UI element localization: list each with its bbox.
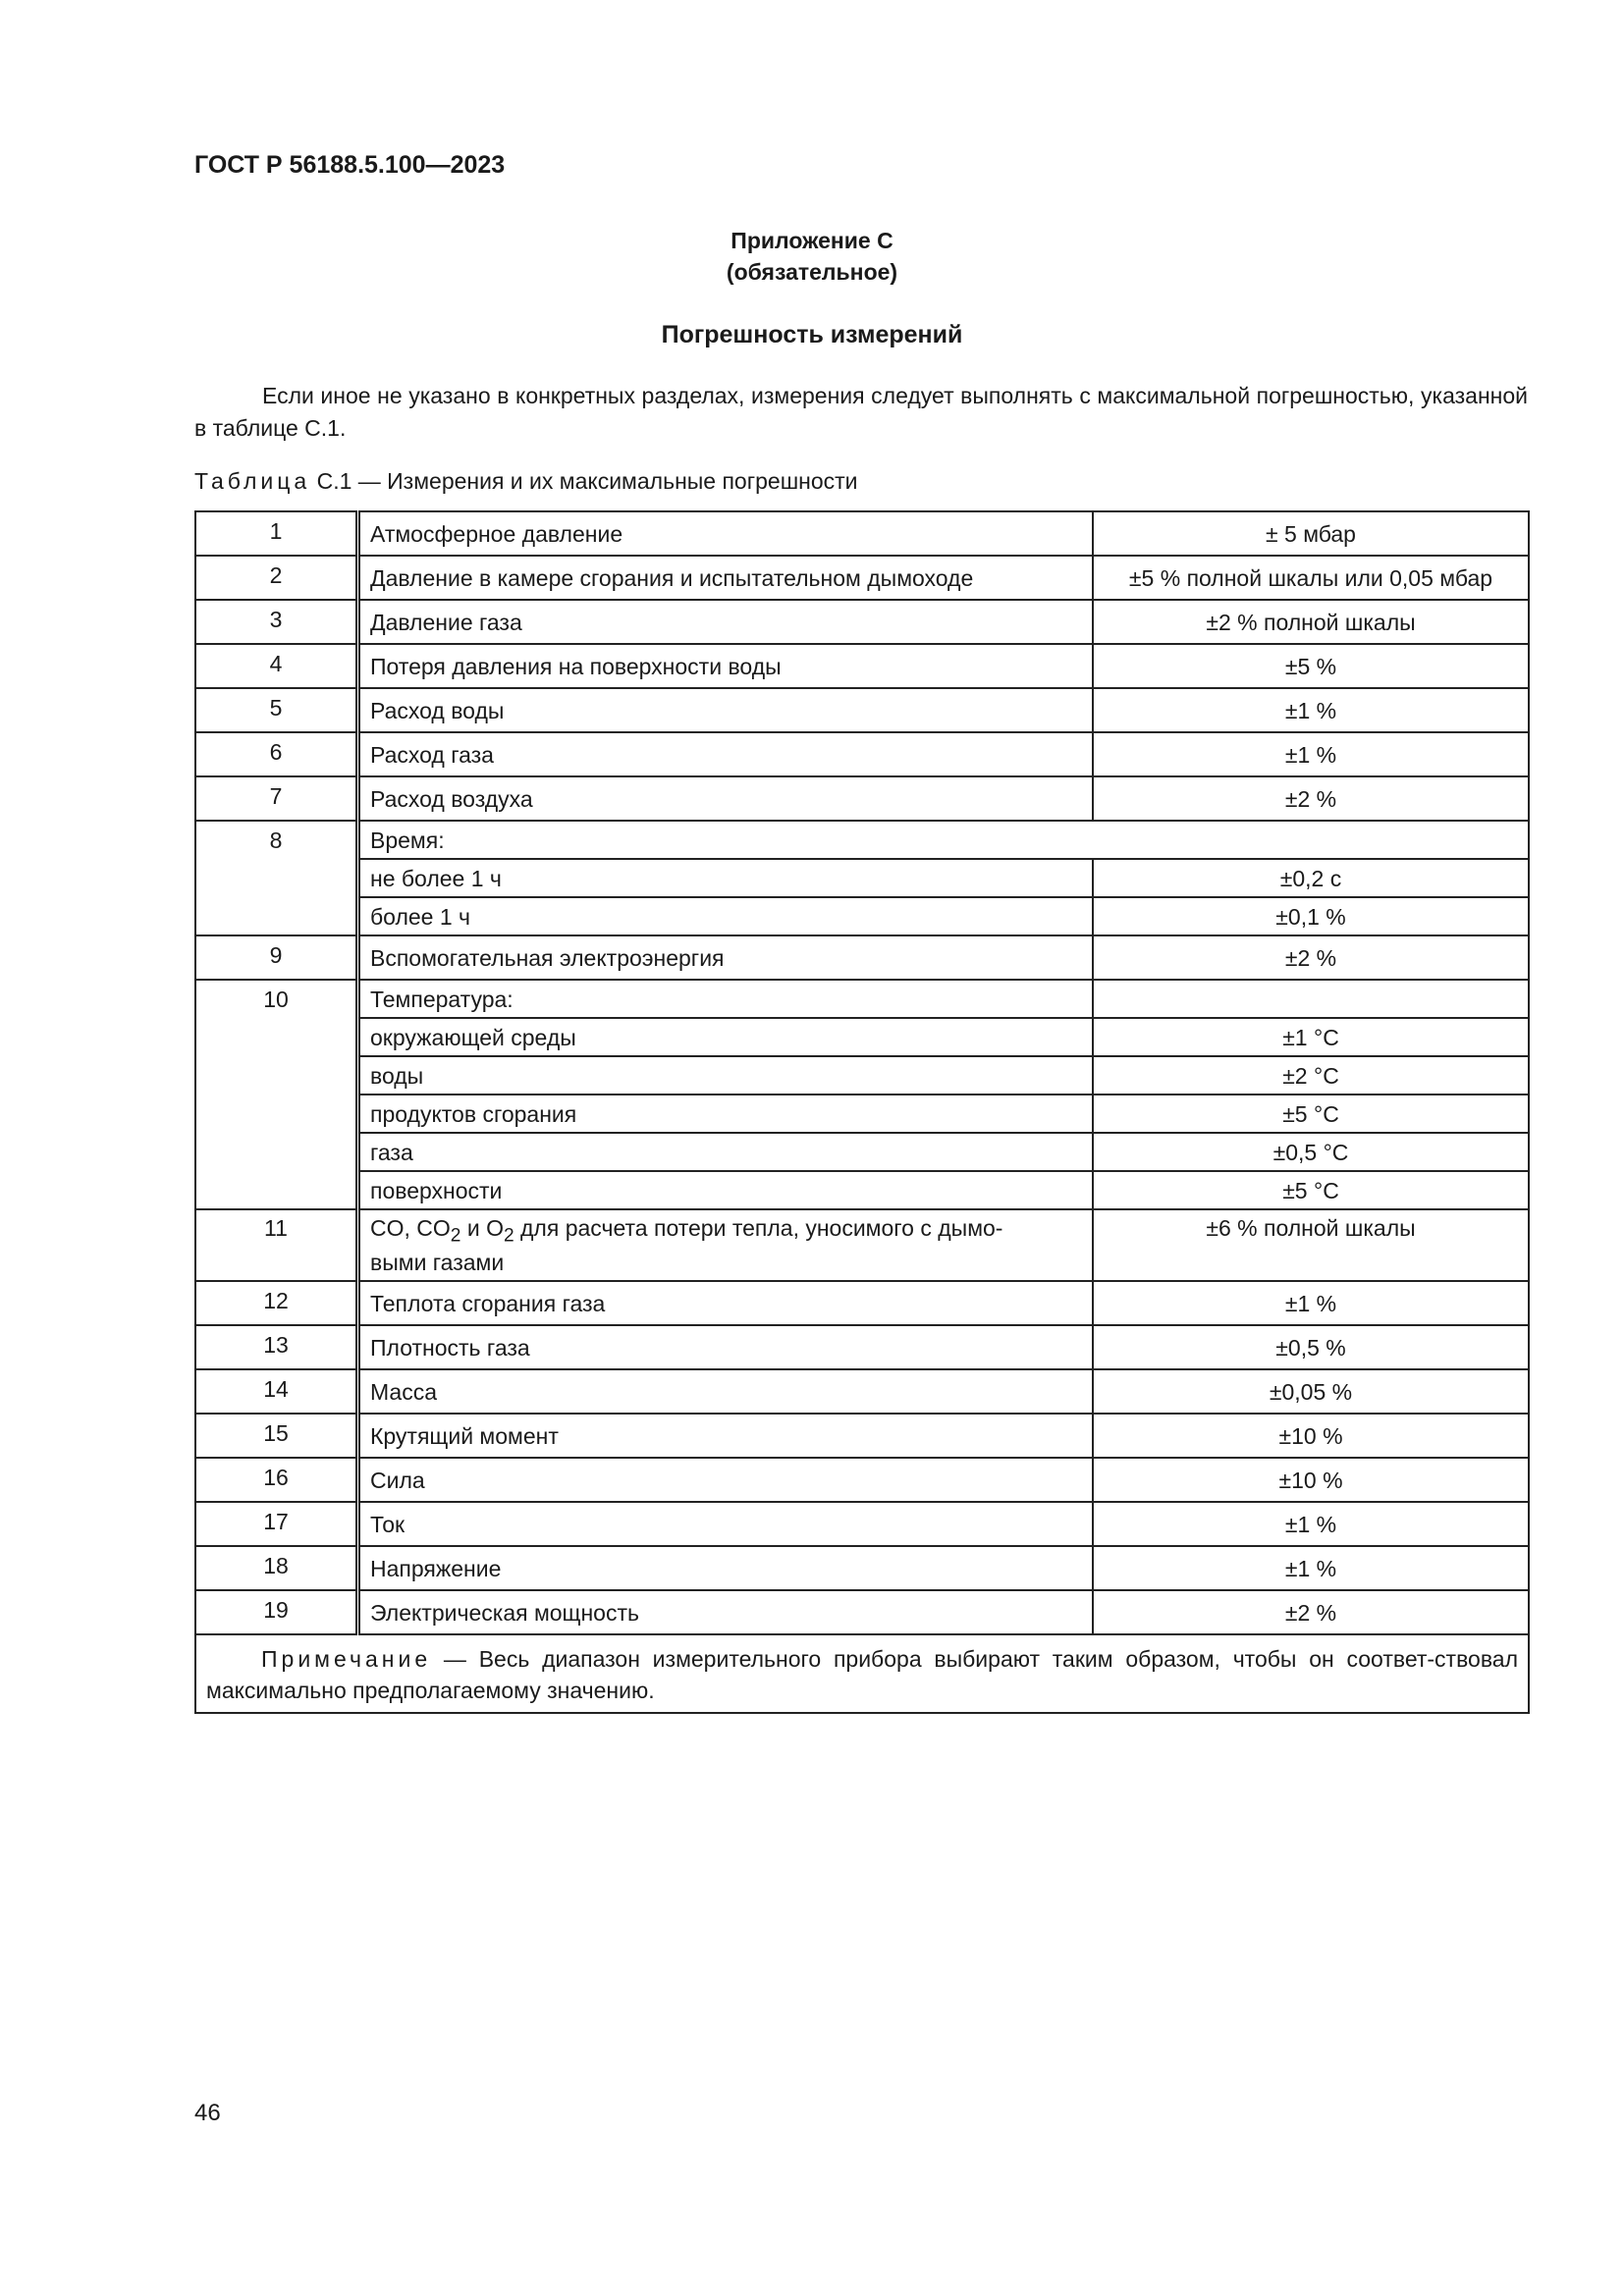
row-parameter: Теплота сгорания газа (358, 1281, 1094, 1325)
table-row (195, 1502, 1529, 1546)
row-parameter: Напряжение (358, 1546, 1094, 1590)
table-row (195, 859, 1529, 897)
row-tolerance: ±1 °C (1093, 1018, 1529, 1056)
row-number: 6 (195, 732, 358, 776)
row-parameter: продуктов сгорания (358, 1095, 1094, 1133)
page-number: 46 (194, 2100, 221, 2126)
table-row (195, 1209, 1529, 1281)
table-row (195, 1325, 1529, 1369)
row-parameter: окружающей среды (358, 1018, 1094, 1056)
row-parameter: CO, $CO_2$ и $O_2$ для расчета потери тепла, уносимого с дымо- выми газами (358, 1209, 1094, 1281)
row-parameter: Расход воздуха (358, 776, 1094, 821)
table-row (195, 556, 1529, 600)
table-row (195, 1056, 1529, 1095)
row-number: 14 (195, 1369, 358, 1414)
note-label: Примечание (261, 1646, 432, 1672)
row-tolerance: ±0,5 °C (1093, 1133, 1529, 1171)
row-number: 13 (195, 1325, 358, 1369)
row-tolerance: ±1 % (1093, 732, 1529, 776)
appendix-status: (обязательное) (726, 259, 898, 285)
row-value-empty (1093, 980, 1529, 1018)
row-tolerance: ±2 % (1093, 1590, 1529, 1634)
row-tolerance: ±1 % (1093, 1546, 1529, 1590)
row-group-heading: Температура: (358, 980, 1094, 1018)
row-tolerance: ± 5 мбар (1093, 511, 1529, 556)
row-parameter: Давление газа (358, 600, 1094, 644)
row-tolerance: ±5 °C (1093, 1171, 1529, 1209)
row-tolerance: ±0,2 с (1093, 859, 1529, 897)
row-tolerance: ±1 % (1093, 1281, 1529, 1325)
row-tolerance: ±0,5 % (1093, 1325, 1529, 1369)
row-number: 16 (195, 1458, 358, 1502)
table-caption-text: С.1 — Измерения и их максимальные погрешности (316, 468, 858, 494)
row-parameter: Атмосферное давление (358, 511, 1094, 556)
row-tolerance: ±5 % полной шкалы или 0,05 мбар (1093, 556, 1529, 600)
row-number: 7 (195, 776, 358, 821)
section-title: Погрешность измерений (661, 321, 963, 348)
table-row (195, 1414, 1529, 1458)
row-parameter: Вспомогательная электроэнергия (358, 935, 1094, 980)
table-row (195, 1018, 1529, 1056)
row-number: 1 (195, 511, 358, 556)
table-row (195, 1171, 1529, 1209)
document-code: ГОСТ Р 56188.5.100—2023 (194, 151, 506, 179)
row-number: 18 (195, 1546, 358, 1590)
row-tolerance: ±10 % (1093, 1458, 1529, 1502)
row-tolerance: ±1 % (1093, 1502, 1529, 1546)
table-row (195, 1133, 1529, 1171)
row-number: 3 (195, 600, 358, 644)
row-number: 8 (195, 821, 358, 935)
row-parameter: Крутящий момент (358, 1414, 1094, 1458)
table-row (195, 1281, 1529, 1325)
row-number: 17 (195, 1502, 358, 1546)
table-row (195, 1458, 1529, 1502)
appendix-title: Приложение С (731, 228, 893, 253)
row-parameter: Расход газа (358, 732, 1094, 776)
row-number: 10 (195, 980, 358, 1209)
row-parameter: не более 1 ч (358, 859, 1094, 897)
row-tolerance: ±2 °C (1093, 1056, 1529, 1095)
row-parameter: Расход воды (358, 688, 1094, 732)
row-number: 15 (195, 1414, 358, 1458)
row-tolerance: ±2 % (1093, 776, 1529, 821)
row-number: 19 (195, 1590, 358, 1634)
row-tolerance: ±2 % (1093, 935, 1529, 980)
table-row (195, 776, 1529, 821)
intro-paragraph: Если иное не указано в конкретных разделах, измерения следует выполнять с максимальной погрешностью, указанной в таблице С.1. (194, 383, 1528, 441)
row-tolerance: ±5 % (1093, 644, 1529, 688)
table-row (195, 600, 1529, 644)
row-parameter: Ток (358, 1502, 1094, 1546)
row-number: 11 (195, 1209, 358, 1281)
row-tolerance: ±2 % полной шкалы (1093, 600, 1529, 644)
table-row (195, 935, 1529, 980)
row-parameter: Давление в камере сгорания и испытательном дымоходе (358, 556, 1094, 600)
table-row (195, 980, 1529, 1018)
row-parameter: воды (358, 1056, 1094, 1095)
row-tolerance: ±5 °C (1093, 1095, 1529, 1133)
row-number: 9 (195, 935, 358, 980)
row-tolerance: ±6 % полной шкалы (1093, 1209, 1529, 1281)
row-tolerance: ±0,1 % (1093, 897, 1529, 935)
row-parameter: поверхности (358, 1171, 1094, 1209)
table-note (195, 1634, 1529, 1713)
row-number: 2 (195, 556, 358, 600)
table-row (195, 897, 1529, 935)
table-row (195, 644, 1529, 688)
row-parameter: газа (358, 1133, 1094, 1171)
row-parameter: Электрическая мощность (358, 1590, 1094, 1634)
row-parameter: более 1 ч (358, 897, 1094, 935)
table-row (195, 1590, 1529, 1634)
measurement-table (194, 510, 1530, 1714)
table-row (195, 1095, 1529, 1133)
table-row (195, 688, 1529, 732)
table-row (195, 1546, 1529, 1590)
table-note-row (195, 1634, 1529, 1713)
note-text: — Весь диапазон измерительного прибора выбирают таким образом, чтобы он соответ-ствовал максимально предполагаемому значению. (206, 1646, 1518, 1703)
table-body (195, 511, 1529, 1713)
table-row (195, 511, 1529, 556)
row-parameter: Потеря давления на поверхности воды (358, 644, 1094, 688)
table-caption (194, 468, 858, 495)
row-number: 12 (195, 1281, 358, 1325)
table-row (195, 1369, 1529, 1414)
table-row (195, 732, 1529, 776)
table-caption-word: Таблица (194, 468, 311, 494)
table-row (195, 821, 1529, 859)
row-tolerance: ±0,05 % (1093, 1369, 1529, 1414)
row-number: 4 (195, 644, 358, 688)
row-tolerance: ±1 % (1093, 688, 1529, 732)
row-parameter: Масса (358, 1369, 1094, 1414)
row-parameter: Плотность газа (358, 1325, 1094, 1369)
row-group-heading: Время: (358, 821, 1530, 859)
row-number: 5 (195, 688, 358, 732)
row-parameter: Сила (358, 1458, 1094, 1502)
row-tolerance: ±10 % (1093, 1414, 1529, 1458)
